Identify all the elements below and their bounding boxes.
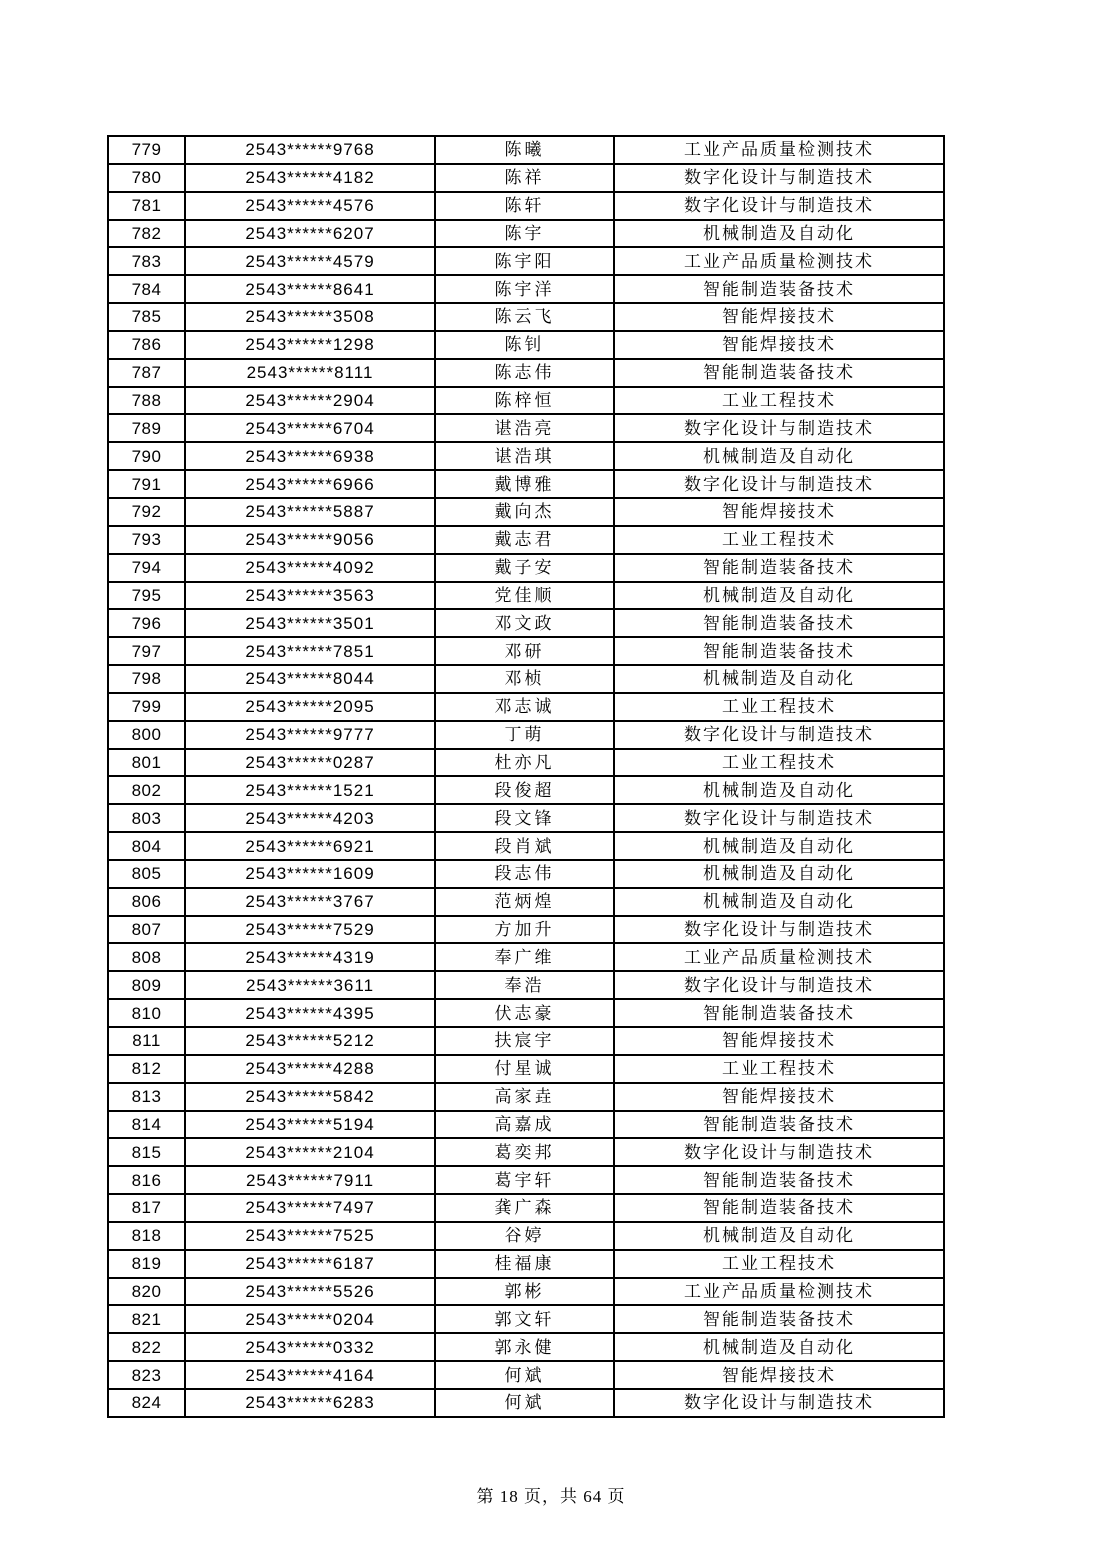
masked-id-cell: 2543******6207 xyxy=(185,220,435,248)
student-name-cell: 邓研 xyxy=(435,637,614,665)
student-name-cell: 杜亦凡 xyxy=(435,749,614,777)
row-number-cell: 820 xyxy=(108,1278,185,1306)
table-row xyxy=(108,1389,944,1417)
major-cell: 智能制造装备技术 xyxy=(614,609,944,637)
major-cell: 智能焊接技术 xyxy=(614,1361,944,1389)
masked-id-cell: 2543******6187 xyxy=(185,1250,435,1278)
major-cell: 工业工程技术 xyxy=(614,1055,944,1083)
masked-id-cell: 2543******4164 xyxy=(185,1361,435,1389)
major-cell: 智能制造装备技术 xyxy=(614,999,944,1027)
student-name-cell: 龚广森 xyxy=(435,1194,614,1222)
table-row xyxy=(108,164,944,192)
student-name-cell: 陈云飞 xyxy=(435,303,614,331)
table-row xyxy=(108,498,944,526)
row-number-cell: 793 xyxy=(108,526,185,554)
row-number-cell: 801 xyxy=(108,749,185,777)
table-row xyxy=(108,1055,944,1083)
major-cell: 智能焊接技术 xyxy=(614,303,944,331)
major-cell: 智能制造装备技术 xyxy=(614,359,944,387)
student-name-cell: 郭文轩 xyxy=(435,1305,614,1333)
table-row xyxy=(108,303,944,331)
major-cell: 机械制造及自动化 xyxy=(614,888,944,916)
major-cell: 智能制造装备技术 xyxy=(614,275,944,303)
masked-id-cell: 2543******7851 xyxy=(185,637,435,665)
student-name-cell: 葛奕邦 xyxy=(435,1138,614,1166)
row-number-cell: 782 xyxy=(108,220,185,248)
masked-id-cell: 2543******7525 xyxy=(185,1222,435,1250)
table-row xyxy=(108,414,944,442)
page-footer: 第 18 页，共 64 页 xyxy=(476,1487,626,1506)
row-number-cell: 819 xyxy=(108,1250,185,1278)
table-row xyxy=(108,693,944,721)
table-row xyxy=(108,637,944,665)
row-number-cell: 785 xyxy=(108,303,185,331)
masked-id-cell: 2543******5194 xyxy=(185,1111,435,1139)
major-cell: 智能焊接技术 xyxy=(614,331,944,359)
major-cell: 数字化设计与制造技术 xyxy=(614,916,944,944)
row-number-cell: 800 xyxy=(108,721,185,749)
row-number-cell: 787 xyxy=(108,359,185,387)
row-number-cell: 797 xyxy=(108,637,185,665)
masked-id-cell: 2543******4203 xyxy=(185,804,435,832)
table-row xyxy=(108,1361,944,1389)
student-name-cell: 党佳顺 xyxy=(435,582,614,610)
major-cell: 机械制造及自动化 xyxy=(614,860,944,888)
table-row xyxy=(108,1305,944,1333)
masked-id-cell: 2543******4288 xyxy=(185,1055,435,1083)
table-row xyxy=(108,1111,944,1139)
masked-id-cell: 2543******1521 xyxy=(185,776,435,804)
student-name-cell: 戴向杰 xyxy=(435,498,614,526)
masked-id-cell: 2543******0287 xyxy=(185,749,435,777)
table-row xyxy=(108,136,944,164)
row-number-cell: 781 xyxy=(108,192,185,220)
row-number-cell: 803 xyxy=(108,804,185,832)
major-cell: 工业工程技术 xyxy=(614,749,944,777)
row-number-cell: 808 xyxy=(108,943,185,971)
row-number-cell: 818 xyxy=(108,1222,185,1250)
row-number-cell: 788 xyxy=(108,387,185,415)
row-number-cell: 817 xyxy=(108,1194,185,1222)
student-name-cell: 谷婷 xyxy=(435,1222,614,1250)
row-number-cell: 821 xyxy=(108,1305,185,1333)
row-number-cell: 811 xyxy=(108,1027,185,1055)
student-name-cell: 陈宇 xyxy=(435,220,614,248)
masked-id-cell: 2543******1609 xyxy=(185,860,435,888)
masked-id-cell: 2543******4579 xyxy=(185,247,435,275)
masked-id-cell: 2543******8641 xyxy=(185,275,435,303)
table-row xyxy=(108,1194,944,1222)
row-number-cell: 795 xyxy=(108,582,185,610)
major-cell: 工业工程技术 xyxy=(614,526,944,554)
table-row xyxy=(108,359,944,387)
masked-id-cell: 2543******5887 xyxy=(185,498,435,526)
table-row xyxy=(108,832,944,860)
student-name-cell: 高家垚 xyxy=(435,1083,614,1111)
major-cell: 机械制造及自动化 xyxy=(614,665,944,693)
major-cell: 数字化设计与制造技术 xyxy=(614,414,944,442)
major-cell: 工业工程技术 xyxy=(614,1250,944,1278)
masked-id-cell: 2543******5842 xyxy=(185,1083,435,1111)
student-name-cell: 伏志豪 xyxy=(435,999,614,1027)
masked-id-cell: 2543******6921 xyxy=(185,832,435,860)
student-name-cell: 高嘉成 xyxy=(435,1111,614,1139)
row-number-cell: 802 xyxy=(108,776,185,804)
row-number-cell: 815 xyxy=(108,1138,185,1166)
masked-id-cell: 2543******7497 xyxy=(185,1194,435,1222)
row-number-cell: 816 xyxy=(108,1166,185,1194)
table-row xyxy=(108,943,944,971)
student-name-cell: 陈宇阳 xyxy=(435,247,614,275)
major-cell: 工业产品质量检测技术 xyxy=(614,136,944,164)
student-name-cell: 戴子安 xyxy=(435,554,614,582)
row-number-cell: 780 xyxy=(108,164,185,192)
row-number-cell: 814 xyxy=(108,1111,185,1139)
student-name-cell: 段文锋 xyxy=(435,804,614,832)
student-name-cell: 陈曦 xyxy=(435,136,614,164)
table-row xyxy=(108,916,944,944)
major-cell: 智能焊接技术 xyxy=(614,498,944,526)
row-number-cell: 783 xyxy=(108,247,185,275)
student-name-cell: 戴博雅 xyxy=(435,470,614,498)
row-number-cell: 784 xyxy=(108,275,185,303)
student-name-cell: 陈祥 xyxy=(435,164,614,192)
row-number-cell: 805 xyxy=(108,860,185,888)
table-row xyxy=(108,971,944,999)
major-cell: 机械制造及自动化 xyxy=(614,832,944,860)
row-number-cell: 789 xyxy=(108,414,185,442)
student-name-cell: 陈轩 xyxy=(435,192,614,220)
masked-id-cell: 2543******6704 xyxy=(185,414,435,442)
major-cell: 数字化设计与制造技术 xyxy=(614,971,944,999)
row-number-cell: 824 xyxy=(108,1389,185,1417)
table-row xyxy=(108,582,944,610)
table-row xyxy=(108,665,944,693)
masked-id-cell: 2543******0204 xyxy=(185,1305,435,1333)
row-number-cell: 794 xyxy=(108,554,185,582)
row-number-cell: 804 xyxy=(108,832,185,860)
major-cell: 机械制造及自动化 xyxy=(614,1333,944,1361)
masked-id-cell: 2543******1298 xyxy=(185,331,435,359)
table-row xyxy=(108,1278,944,1306)
student-name-cell: 扶宸宇 xyxy=(435,1027,614,1055)
major-cell: 智能焊接技术 xyxy=(614,1083,944,1111)
masked-id-cell: 2543******0332 xyxy=(185,1333,435,1361)
masked-id-cell: 2543******6966 xyxy=(185,470,435,498)
student-name-cell: 邓文政 xyxy=(435,609,614,637)
student-name-cell: 谌浩琪 xyxy=(435,442,614,470)
table-row xyxy=(108,1222,944,1250)
table-row xyxy=(108,888,944,916)
table-row xyxy=(108,442,944,470)
masked-id-cell: 2543******3767 xyxy=(185,888,435,916)
major-cell: 智能制造装备技术 xyxy=(614,1166,944,1194)
table-row xyxy=(108,860,944,888)
masked-id-cell: 2543******2095 xyxy=(185,693,435,721)
row-number-cell: 790 xyxy=(108,442,185,470)
major-cell: 工业产品质量检测技术 xyxy=(614,247,944,275)
table-row xyxy=(108,804,944,832)
masked-id-cell: 2543******5212 xyxy=(185,1027,435,1055)
student-name-cell: 陈宇洋 xyxy=(435,275,614,303)
major-cell: 智能制造装备技术 xyxy=(614,1194,944,1222)
row-number-cell: 823 xyxy=(108,1361,185,1389)
table-row xyxy=(108,470,944,498)
student-name-cell: 谌浩亮 xyxy=(435,414,614,442)
table-row xyxy=(108,1333,944,1361)
major-cell: 机械制造及自动化 xyxy=(614,220,944,248)
masked-id-cell: 2543******6938 xyxy=(185,442,435,470)
major-cell: 工业工程技术 xyxy=(614,693,944,721)
masked-id-cell: 2543******4182 xyxy=(185,164,435,192)
roster-table-body xyxy=(108,136,944,1417)
masked-id-cell: 2543******4576 xyxy=(185,192,435,220)
masked-id-cell: 2543******7911 xyxy=(185,1166,435,1194)
major-cell: 数字化设计与制造技术 xyxy=(614,1138,944,1166)
major-cell: 智能制造装备技术 xyxy=(614,1111,944,1139)
table-row xyxy=(108,1166,944,1194)
masked-id-cell: 2543******9056 xyxy=(185,526,435,554)
student-name-cell: 邓桢 xyxy=(435,665,614,693)
major-cell: 工业工程技术 xyxy=(614,387,944,415)
student-name-cell: 段肖斌 xyxy=(435,832,614,860)
student-name-cell: 段俊超 xyxy=(435,776,614,804)
row-number-cell: 796 xyxy=(108,609,185,637)
row-number-cell: 791 xyxy=(108,470,185,498)
student-name-cell: 邓志诚 xyxy=(435,693,614,721)
student-name-cell: 何斌 xyxy=(435,1361,614,1389)
table-row xyxy=(108,554,944,582)
table-row xyxy=(108,526,944,554)
table-row xyxy=(108,776,944,804)
major-cell: 数字化设计与制造技术 xyxy=(614,192,944,220)
row-number-cell: 806 xyxy=(108,888,185,916)
major-cell: 智能制造装备技术 xyxy=(614,554,944,582)
row-number-cell: 792 xyxy=(108,498,185,526)
masked-id-cell: 2543******4395 xyxy=(185,999,435,1027)
student-name-cell: 葛宇轩 xyxy=(435,1166,614,1194)
table-row xyxy=(108,1250,944,1278)
major-cell: 数字化设计与制造技术 xyxy=(614,164,944,192)
student-name-cell: 段志伟 xyxy=(435,860,614,888)
table-row xyxy=(108,999,944,1027)
masked-id-cell: 2543******3563 xyxy=(185,582,435,610)
row-number-cell: 810 xyxy=(108,999,185,1027)
table-row xyxy=(108,1083,944,1111)
table-row xyxy=(108,721,944,749)
table-row xyxy=(108,1138,944,1166)
student-name-cell: 郭彬 xyxy=(435,1278,614,1306)
table-row xyxy=(108,1027,944,1055)
student-name-cell: 何斌 xyxy=(435,1389,614,1417)
masked-id-cell: 2543******4092 xyxy=(185,554,435,582)
student-name-cell: 奉广维 xyxy=(435,943,614,971)
table-row xyxy=(108,749,944,777)
row-number-cell: 813 xyxy=(108,1083,185,1111)
major-cell: 数字化设计与制造技术 xyxy=(614,470,944,498)
major-cell: 数字化设计与制造技术 xyxy=(614,804,944,832)
table-row xyxy=(108,387,944,415)
row-number-cell: 779 xyxy=(108,136,185,164)
table-row xyxy=(108,192,944,220)
masked-id-cell: 2543******3611 xyxy=(185,971,435,999)
row-number-cell: 822 xyxy=(108,1333,185,1361)
table-row xyxy=(108,220,944,248)
major-cell: 智能制造装备技术 xyxy=(614,637,944,665)
student-name-cell: 丁萌 xyxy=(435,721,614,749)
student-name-cell: 付星诚 xyxy=(435,1055,614,1083)
major-cell: 机械制造及自动化 xyxy=(614,582,944,610)
major-cell: 数字化设计与制造技术 xyxy=(614,721,944,749)
student-name-cell: 奉浩 xyxy=(435,971,614,999)
masked-id-cell: 2543******6283 xyxy=(185,1389,435,1417)
student-name-cell: 桂福康 xyxy=(435,1250,614,1278)
row-number-cell: 798 xyxy=(108,665,185,693)
masked-id-cell: 2543******2104 xyxy=(185,1138,435,1166)
table-row xyxy=(108,609,944,637)
masked-id-cell: 2543******8044 xyxy=(185,665,435,693)
student-name-cell: 戴志君 xyxy=(435,526,614,554)
student-name-cell: 郭永健 xyxy=(435,1333,614,1361)
masked-id-cell: 2543******2904 xyxy=(185,387,435,415)
table-row xyxy=(108,247,944,275)
masked-id-cell: 2543******8111 xyxy=(185,359,435,387)
student-roster-table xyxy=(107,135,945,1418)
row-number-cell: 812 xyxy=(108,1055,185,1083)
row-number-cell: 807 xyxy=(108,916,185,944)
masked-id-cell: 2543******3501 xyxy=(185,609,435,637)
major-cell: 机械制造及自动化 xyxy=(614,442,944,470)
major-cell: 智能焊接技术 xyxy=(614,1027,944,1055)
student-name-cell: 陈志伟 xyxy=(435,359,614,387)
row-number-cell: 786 xyxy=(108,331,185,359)
student-name-cell: 范炳煌 xyxy=(435,888,614,916)
student-name-cell: 陈梓恒 xyxy=(435,387,614,415)
table-row xyxy=(108,275,944,303)
major-cell: 机械制造及自动化 xyxy=(614,1222,944,1250)
student-name-cell: 方加升 xyxy=(435,916,614,944)
major-cell: 工业产品质量检测技术 xyxy=(614,1278,944,1306)
masked-id-cell: 2543******7529 xyxy=(185,916,435,944)
masked-id-cell: 2543******5526 xyxy=(185,1278,435,1306)
masked-id-cell: 2543******3508 xyxy=(185,303,435,331)
masked-id-cell: 2543******9777 xyxy=(185,721,435,749)
student-name-cell: 陈钊 xyxy=(435,331,614,359)
major-cell: 机械制造及自动化 xyxy=(614,776,944,804)
major-cell: 数字化设计与制造技术 xyxy=(614,1389,944,1417)
masked-id-cell: 2543******9768 xyxy=(185,136,435,164)
masked-id-cell: 2543******4319 xyxy=(185,943,435,971)
row-number-cell: 799 xyxy=(108,693,185,721)
table-row xyxy=(108,331,944,359)
row-number-cell: 809 xyxy=(108,971,185,999)
major-cell: 工业产品质量检测技术 xyxy=(614,943,944,971)
major-cell: 智能制造装备技术 xyxy=(614,1305,944,1333)
